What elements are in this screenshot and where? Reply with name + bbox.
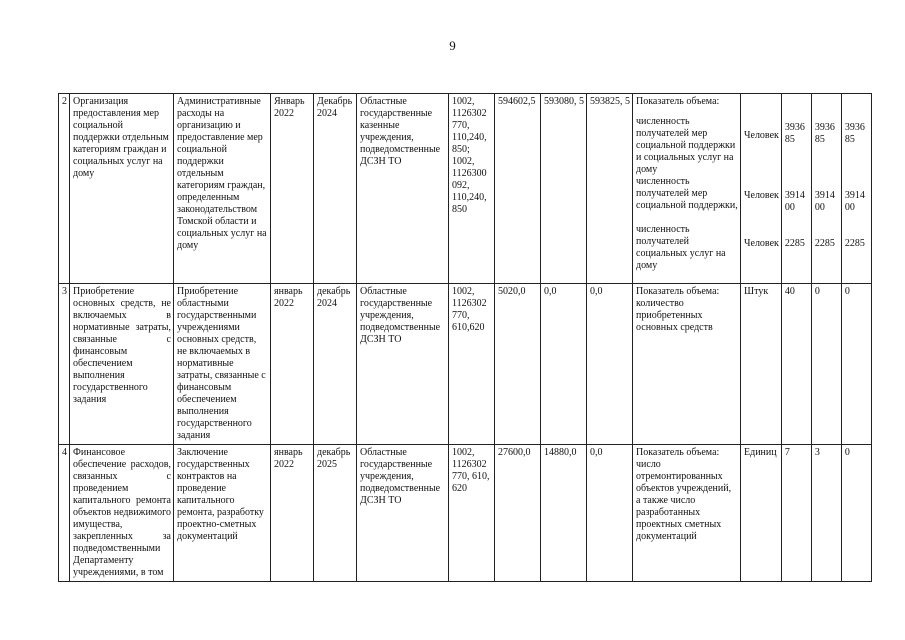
indicator-cell: [633, 94, 741, 284]
unit-cell: Штук: [741, 284, 782, 445]
indicator-name: численность получателей мер социальной поддержки и социальных услуг на дому: [636, 116, 736, 175]
target-a: 40: [781, 284, 811, 445]
start-date: январь 2022: [271, 284, 314, 445]
value-year1: 5020,0: [495, 284, 541, 445]
end-date: Декабрь 2024: [314, 94, 357, 284]
value-year1: 27600,0: [495, 445, 541, 582]
page-number: 9: [449, 38, 456, 53]
target-a: 7: [781, 445, 811, 582]
unit-cell: Единиц: [741, 445, 782, 582]
measure-cell: Приобретение основных средств, не включаемых в нормативные затраты, связанные с финансовым обеспечением выполнения государственного задания: [70, 284, 174, 445]
executor-cell: Областные государственные учреждения, подведомственные ДСЗН ТО: [357, 445, 449, 582]
value-year3: 593825, 5: [587, 94, 633, 284]
value-year2: 0,0: [541, 284, 587, 445]
expense-cell: Приобретение областными государственными учреждениями основных средств, не включаемых в нормативные затраты, связанные с финансовым обеспечением выполнения государственного задания: [174, 284, 271, 445]
codes-cell: 1002, 1126302 770, 610,620: [449, 284, 495, 445]
target-c: 2285: [844, 238, 865, 249]
value-year1: 594602,5: [495, 94, 541, 284]
target-a-cell: [781, 94, 811, 284]
target-c: 0: [841, 445, 871, 582]
unit: Человек: [744, 130, 779, 141]
target-b: 2285: [814, 238, 835, 249]
row-number: 2: [59, 94, 70, 284]
end-date: декабрь 2024: [314, 284, 357, 445]
indicator-name: численность получателей социальных услуг на дому: [636, 224, 726, 271]
expense-cell: Административные расходы на организацию и предоставление мер социальной поддержки отдельным категориям граждан, определенным законодательством Томской области и социальных услуг на дому: [174, 94, 271, 284]
target-b: 3: [811, 445, 841, 582]
target-c: 3914 00: [844, 190, 865, 213]
indicator-cell: Показатель объема: число отремонтированных объектов учреждений, а также число разработанных проектных сметных документаций: [633, 445, 741, 582]
value-year3: 0,0: [587, 445, 633, 582]
table-row: [59, 445, 872, 582]
indicator-cell: Показатель объема: количество приобретенных основных средств: [633, 284, 741, 445]
indicator-header: Показатель объема:: [636, 96, 720, 107]
end-date: декабрь 2025: [314, 445, 357, 582]
target-b-cell: [811, 94, 841, 284]
target-c: 0: [841, 284, 871, 445]
start-date: Январь 2022: [271, 94, 314, 284]
target-c-cell: [841, 94, 871, 284]
executor-cell: Областные государственные учреждения, подведомственные ДСЗН ТО: [357, 284, 449, 445]
target-a: 3914 00: [784, 190, 805, 213]
target-b: 3936 85: [814, 122, 835, 145]
unit-cell: [741, 94, 782, 284]
measure-cell: Организация предоставления мер социальной поддержки отдельным категориям граждан и социальных услуг на дому: [70, 94, 174, 284]
row-number: 3: [59, 284, 70, 445]
table-row: [59, 284, 872, 445]
expense-cell: Заключение государственных контрактов на проведение капитального ремонта, разработку проектно-сметных документаций: [174, 445, 271, 582]
target-a: 2285: [784, 238, 805, 249]
value-year2: 14880,0: [541, 445, 587, 582]
measure-cell: Финансовое обеспечение расходов, связанных с проведением капитального ремонта объектов недвижимого имущества, закрепленных за подведомственными Департаменту учреждениями, в том: [70, 445, 174, 582]
target-b: 0: [811, 284, 841, 445]
unit: Человек: [744, 238, 779, 249]
target-b: 3914 00: [814, 190, 835, 213]
target-c: 3936 85: [844, 122, 865, 145]
codes-cell: 1002, 1126302 770, 610, 620: [449, 445, 495, 582]
value-year2: 593080, 5: [541, 94, 587, 284]
table-row: [59, 94, 872, 284]
row-number: 4: [59, 445, 70, 582]
executor-cell: Областные государственные казенные учреждения, подведомственные ДСЗН ТО: [357, 94, 449, 284]
indicator-name: численность получателей мер социальной поддержки,: [636, 176, 738, 211]
value-year3: 0,0: [587, 284, 633, 445]
unit: Человек: [744, 190, 779, 201]
codes-cell: 1002, 1126302 770, 110,240, 850; 1002, 1126300 092, 110,240, 850: [449, 94, 495, 284]
start-date: январь 2022: [271, 445, 314, 582]
target-a: 3936 85: [784, 122, 805, 145]
measures-table: [58, 93, 872, 582]
